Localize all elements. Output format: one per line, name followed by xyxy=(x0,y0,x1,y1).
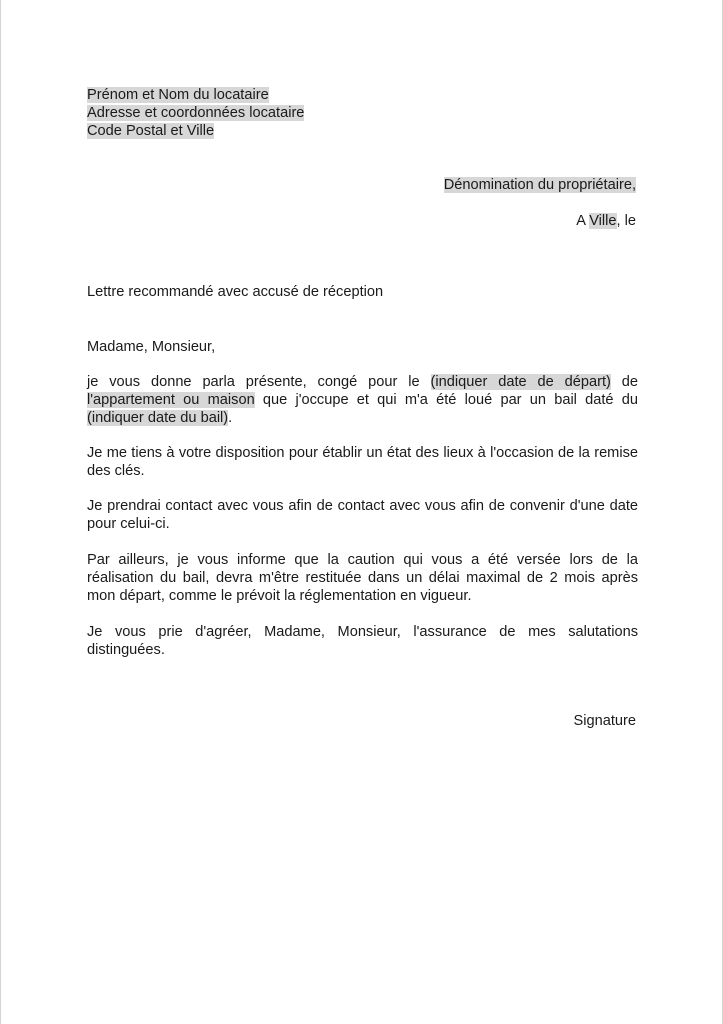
sender-address: Adresse et coordonnées locataire xyxy=(87,105,305,121)
paragraph-notice-part1: je vous donne parla présente, congé pour le xyxy=(87,374,431,390)
paragraph-deposit: Par ailleurs, je vous informe que la caution qui vous a été versée lors de la réalisation du bail, devra m'être restituée dans un délai maximal de 2 mois après mon départ, comme le prévoit la réglementation en vigueur. xyxy=(87,552,638,604)
place-date-suffix: , le xyxy=(616,213,636,229)
paragraph-notice-part3: que j'occupe et qui m'a été loué par un bail daté du xyxy=(254,392,638,408)
placeholder-property-type: l'appartement ou maison xyxy=(87,392,255,408)
paragraph-inspection: Je me tiens à votre disposition pour établir un état des lieux à l'occasion de la remise des clés. xyxy=(87,445,638,479)
paragraph-contact: Je prendrai contact avec vous afin de contact avec vous afin de convenir d'une date pour celui-ci. xyxy=(87,498,638,532)
recipient-name: Dénomination du propriétaire, xyxy=(443,177,636,193)
placeholder-departure-date: (indiquer date de départ) xyxy=(430,374,611,390)
sender-postal-line xyxy=(87,122,214,140)
sender-block xyxy=(87,86,269,104)
paragraph-notice-part4: . xyxy=(228,410,233,426)
place-date-line xyxy=(576,212,636,230)
recipient-line xyxy=(444,176,636,194)
sender-postal-city: Code Postal et Ville xyxy=(87,123,215,139)
paragraph-notice-part2: de xyxy=(610,374,638,390)
place-date-city: Ville xyxy=(589,213,617,229)
signature: Signature xyxy=(573,713,636,729)
sender-address-line xyxy=(87,104,304,122)
salutation: Madame, Monsieur, xyxy=(87,339,216,355)
paragraph-notice xyxy=(87,373,638,427)
sender-name: Prénom et Nom du locataire xyxy=(87,87,269,103)
paragraph-closing: Je vous prie d'agréer, Madame, Monsieur, l'assurance de mes salutations distinguées. xyxy=(87,624,638,658)
placeholder-lease-date: (indiquer date du bail) xyxy=(87,410,229,426)
place-date-prefix: A xyxy=(576,213,590,229)
subject-line: Lettre recommandé avec accusé de réception xyxy=(87,284,384,300)
